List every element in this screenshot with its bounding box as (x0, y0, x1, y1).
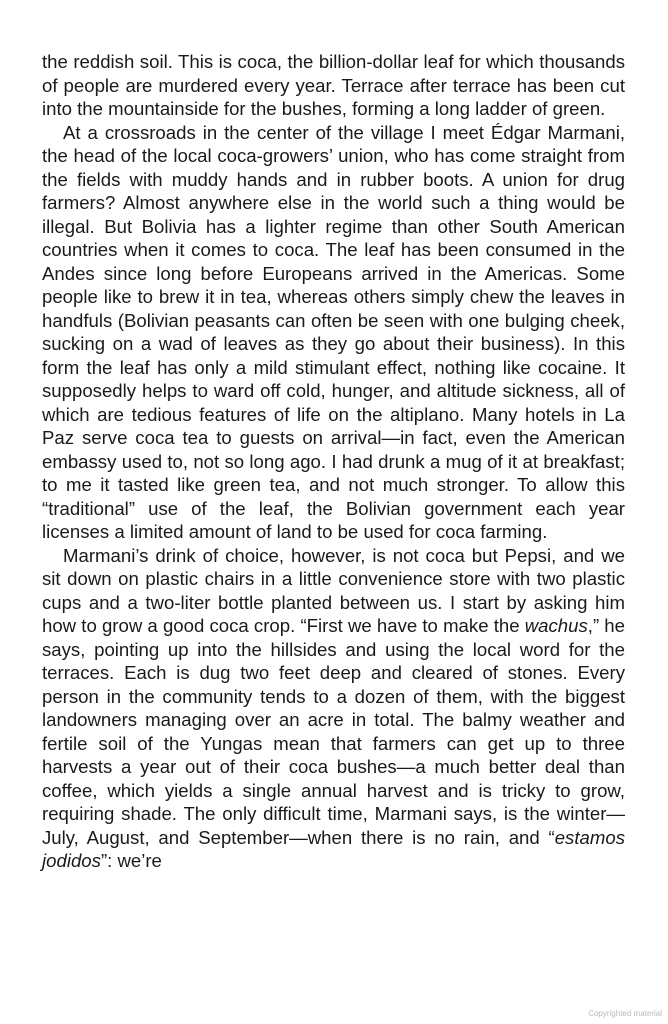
paragraph-1 (42, 50, 625, 121)
paragraph-3-text-b: ,” he says, pointing up into the hillsides and using the local word for the terraces. Each is dug two feet deep and cleared of stones. Every person in the community tends to a dozen of them, with the biggest landowners managing over an acre in total. The balmy weather and fertile soil of the Yungas mean that farmers can get up to three harvests a year out of their coca bushes—a much better deal than coffee, which yields a single annual harvest and is tricky to grow, requiring shade. The only difficult time, Marmani says, is the winter—July, August, and September—when there is no rain, and “ (42, 615, 625, 848)
italic-term-estamos-jodidos: estamos jodidos (42, 826, 625, 871)
paragraph-3-text-c: ”: we’re (100, 850, 162, 871)
copyright-watermark: Copyrighted material (588, 1009, 662, 1018)
paragraph-2-text: At a crossroads in the center of the village I meet Édgar Marmani, the head of the local coca-growers’ union, who has come straight from the fields with muddy hands and in rubber boots. A union for drug farmers? Almost anywhere else in the world such a thing would be illegal. But Bolivia has a lighter regime than other South American countries when it comes to coca. The leaf has been consumed in the Andes since long before Europeans arrived in the Americas. Some people like to brew it in tea, whereas others simply chew the leaves in handfuls (Bolivian peasants can often be seen with one bulging cheek, sucking on a wad of leaves as they go about their business). In this form the leaf has only a mild stimulant effect, nothing like cocaine. It supposedly helps to ward off cold, hunger, and altitude sickness, all of which are tedious features of life on the altiplano. Many hotels in La Paz serve coca tea to guests on arrival—in fact, even the American embassy used to, not so long ago. I had drunk a mug of it at breakfast; to me it tasted like green tea, and not much stronger. To allow this “traditional” use of the leaf, the Bolivian government each year licenses a limited amount of land to be used for coca farming. (42, 121, 625, 542)
page-body (42, 50, 625, 873)
italic-term-wachus: wachus (524, 615, 588, 636)
paragraph-2 (42, 121, 625, 544)
paragraph-1-text: the reddish soil. This is coca, the billion-dollar leaf for which thousands of people are murdered every year. Terrace after terrace has been cut into the mountainside for the bushes, forming a long ladder of green. (42, 51, 625, 119)
paragraph-3 (42, 544, 625, 873)
paragraph-3-text-a: Marmani’s drink of choice, however, is not coca but Pepsi, and we sit down on plastic chairs in a little convenience store with two plastic cups and a two-liter bottle planted between us. I start by asking him how to grow a good coca crop. “First we have to make the (42, 544, 625, 636)
